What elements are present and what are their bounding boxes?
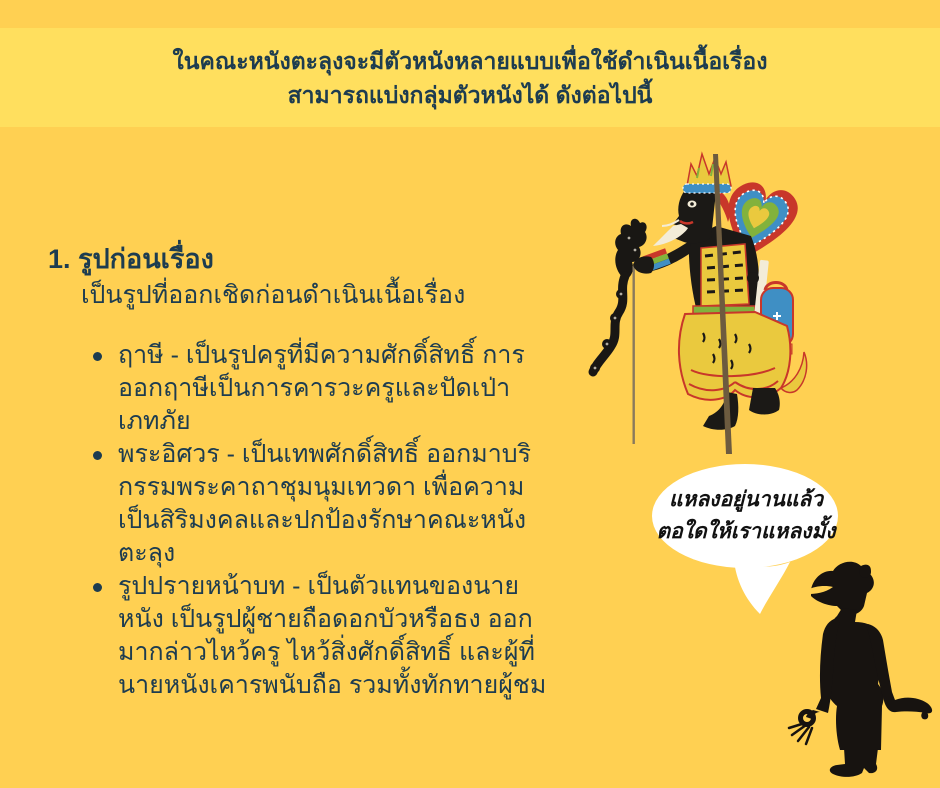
- banner-line-1: ในคณะหนังตะลุงจะมีตัวหนังหลายแบบเพื่อใช้ดำเนินเนื้อเรื่อง: [172, 47, 768, 74]
- puppet-crown: [687, 154, 731, 186]
- hermit-puppet-illustration: [585, 148, 820, 460]
- list-item-text: ฤาษี - เป็นรูปครูที่มีความศักดิ์สิทธิ์ การออกฤาษีเป็นการคารวะครูและปัดเป่าเภทภัย: [118, 341, 525, 435]
- list-item-text: รูปปรายหน้าบท - เป็นตัวแทนของนายหนัง เป็นรูปผู้ชายถือดอกบัวหรือธง ออกมากล่าวไหว้ครู ไหว้สิ่งศักดิ์สิทธิ์ และผู้ที่นายหนังเคารพนับถือ รวมทั้งทักทายผู้ชม: [118, 572, 547, 699]
- crown-band: [683, 184, 731, 193]
- right-hand: [747, 272, 759, 284]
- back-foot: [749, 388, 780, 415]
- list-item-shiva: [93, 438, 563, 570]
- clown-silhouette-illustration: [765, 560, 940, 788]
- puppet-types-list: [93, 339, 596, 702]
- banner-line-2: สามารถแบ่งกลุ่มตัวหนังได้ ดังต่อไปนี้: [287, 81, 653, 108]
- list-item-hermit: [93, 339, 563, 438]
- section-1-content: [48, 242, 596, 702]
- section-subtitle: เป็นรูปที่ออกเชิดก่อนดำเนินเนื้อเรื่อง: [81, 281, 466, 309]
- list-item-prologue-figure: [93, 570, 563, 702]
- bullet-dot: [93, 583, 102, 592]
- clown-body: [806, 562, 932, 777]
- list-item-text: พระอิศวร - เป็นเทพศักดิ์สิทธิ์ ออกมาบริกรรมพระคาถาชุมนุมเทวดา เพื่อความเป็นสิริมงคลและปกป้องรักษาคณะหนังตะลุง: [118, 440, 532, 567]
- hermit-puppet-svg: [585, 148, 820, 460]
- clown-fingers: [789, 723, 812, 744]
- speech-line-1: แหลงอยู่นานแล้ว: [668, 488, 824, 511]
- bullet-dot: [93, 352, 102, 361]
- intro-banner: [0, 28, 940, 127]
- hand-control-rod: [633, 266, 635, 444]
- bullet-dot: [93, 451, 102, 460]
- speech-bubble-text: [654, 484, 838, 548]
- section-heading: 1. รูปก่อนเรื่อง: [48, 244, 214, 274]
- clown-silhouette-svg: [765, 560, 940, 788]
- clown-hair-bun: [859, 566, 871, 578]
- clown-feet: [830, 748, 878, 777]
- speech-line-2: ตอใดให้เราแหลงมั้ง: [656, 520, 836, 543]
